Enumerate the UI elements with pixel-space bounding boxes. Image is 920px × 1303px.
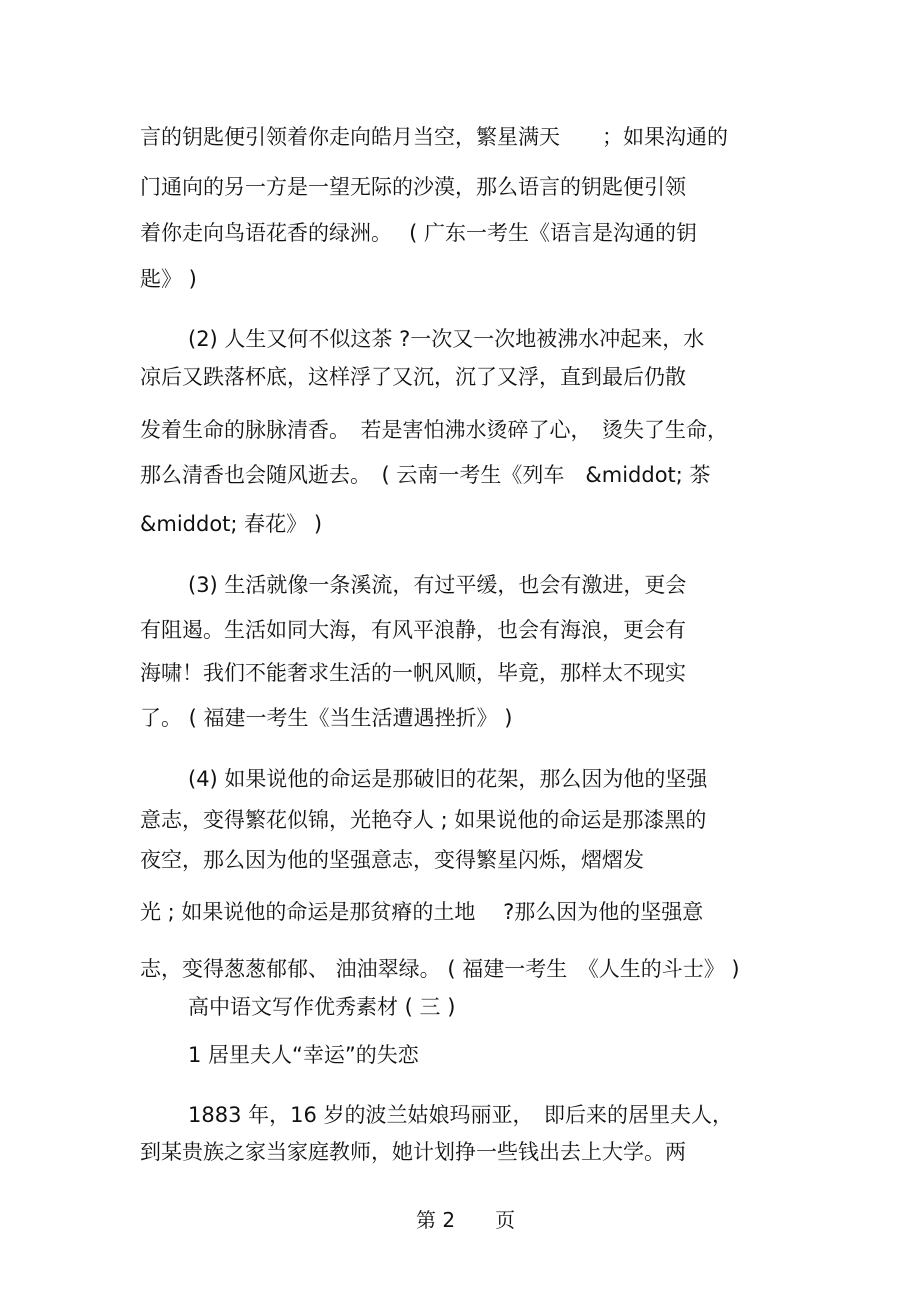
text-line: 那么清香也会随风逝去。 ( 云南一考生《列车 &middot; 茶: [140, 463, 711, 487]
text-line: 着你走向鸟语花香的绿洲。 ( 广东一考生《语言是沟通的钥: [140, 221, 698, 245]
text-line: 门通向的另一方是一望无际的沙漠，那么语言的钥匙便引领: [140, 175, 686, 199]
page-number: 第 2 页: [416, 1208, 516, 1232]
text-line: 志，变得葱葱郁郁、 油油翠绿。 ( 福建一考生 《人生的斗士》 ): [140, 957, 740, 981]
subheading: 1 居里夫人“幸运”的失恋: [188, 1043, 419, 1067]
text-line: 凉后又跌落杯底，这样浮了又沉，沉了又浮，直到最后仍散: [140, 365, 686, 389]
text-line: (2) 人生又何不似这茶 ?一次又一次地被沸水冲起来，水: [188, 327, 705, 351]
text-line: 言的钥匙便引领着你走向皓月当空，繁星满天 ；如果沟通的: [140, 125, 728, 149]
text-line: 匙》 ): [140, 267, 197, 291]
text-line: 了。 ( 福建一考生《当生活遭遇挫折》 ): [140, 706, 513, 730]
text-line: 夜空，那么因为他的坚强意志，变得繁星闪烁，熠熠发: [140, 848, 644, 872]
text-line: &middot; 春花》 ): [140, 512, 323, 536]
text-line: 意志，变得繁花似锦，光艳夺人 ; 如果说他的命运是那漆黑的: [140, 808, 707, 832]
text-line: (4) 如果说他的命运是那破旧的花架，那么因为他的坚强: [188, 767, 708, 791]
text-line: 1883 年，16 岁的波兰姑娘玛丽亚， 即后来的居里夫人，: [188, 1103, 734, 1127]
text-line: (3) 生活就像一条溪流，有过平缓，也会有激进，更会: [188, 573, 687, 597]
text-line: 光 ; 如果说他的命运是那贫瘠的土地 ?那么因为他的坚强意: [140, 900, 704, 924]
text-line: 到某贵族之家当家庭教师，她计划挣一些钱出去上大学。两: [140, 1140, 686, 1164]
text-line: 海啸！我们不能奢求生活的一帆风顺，毕竟，那样太不现实: [140, 661, 686, 685]
section-heading: 高中语文写作优秀素材 ( 三 ): [188, 995, 456, 1019]
text-line: 有阻遏。生活如同大海，有风平浪静，也会有海浪，更会有: [140, 618, 686, 642]
text-line: 发着生命的脉脉清香。 若是害怕沸水烫碎了心， 烫失了生命，: [140, 418, 728, 442]
